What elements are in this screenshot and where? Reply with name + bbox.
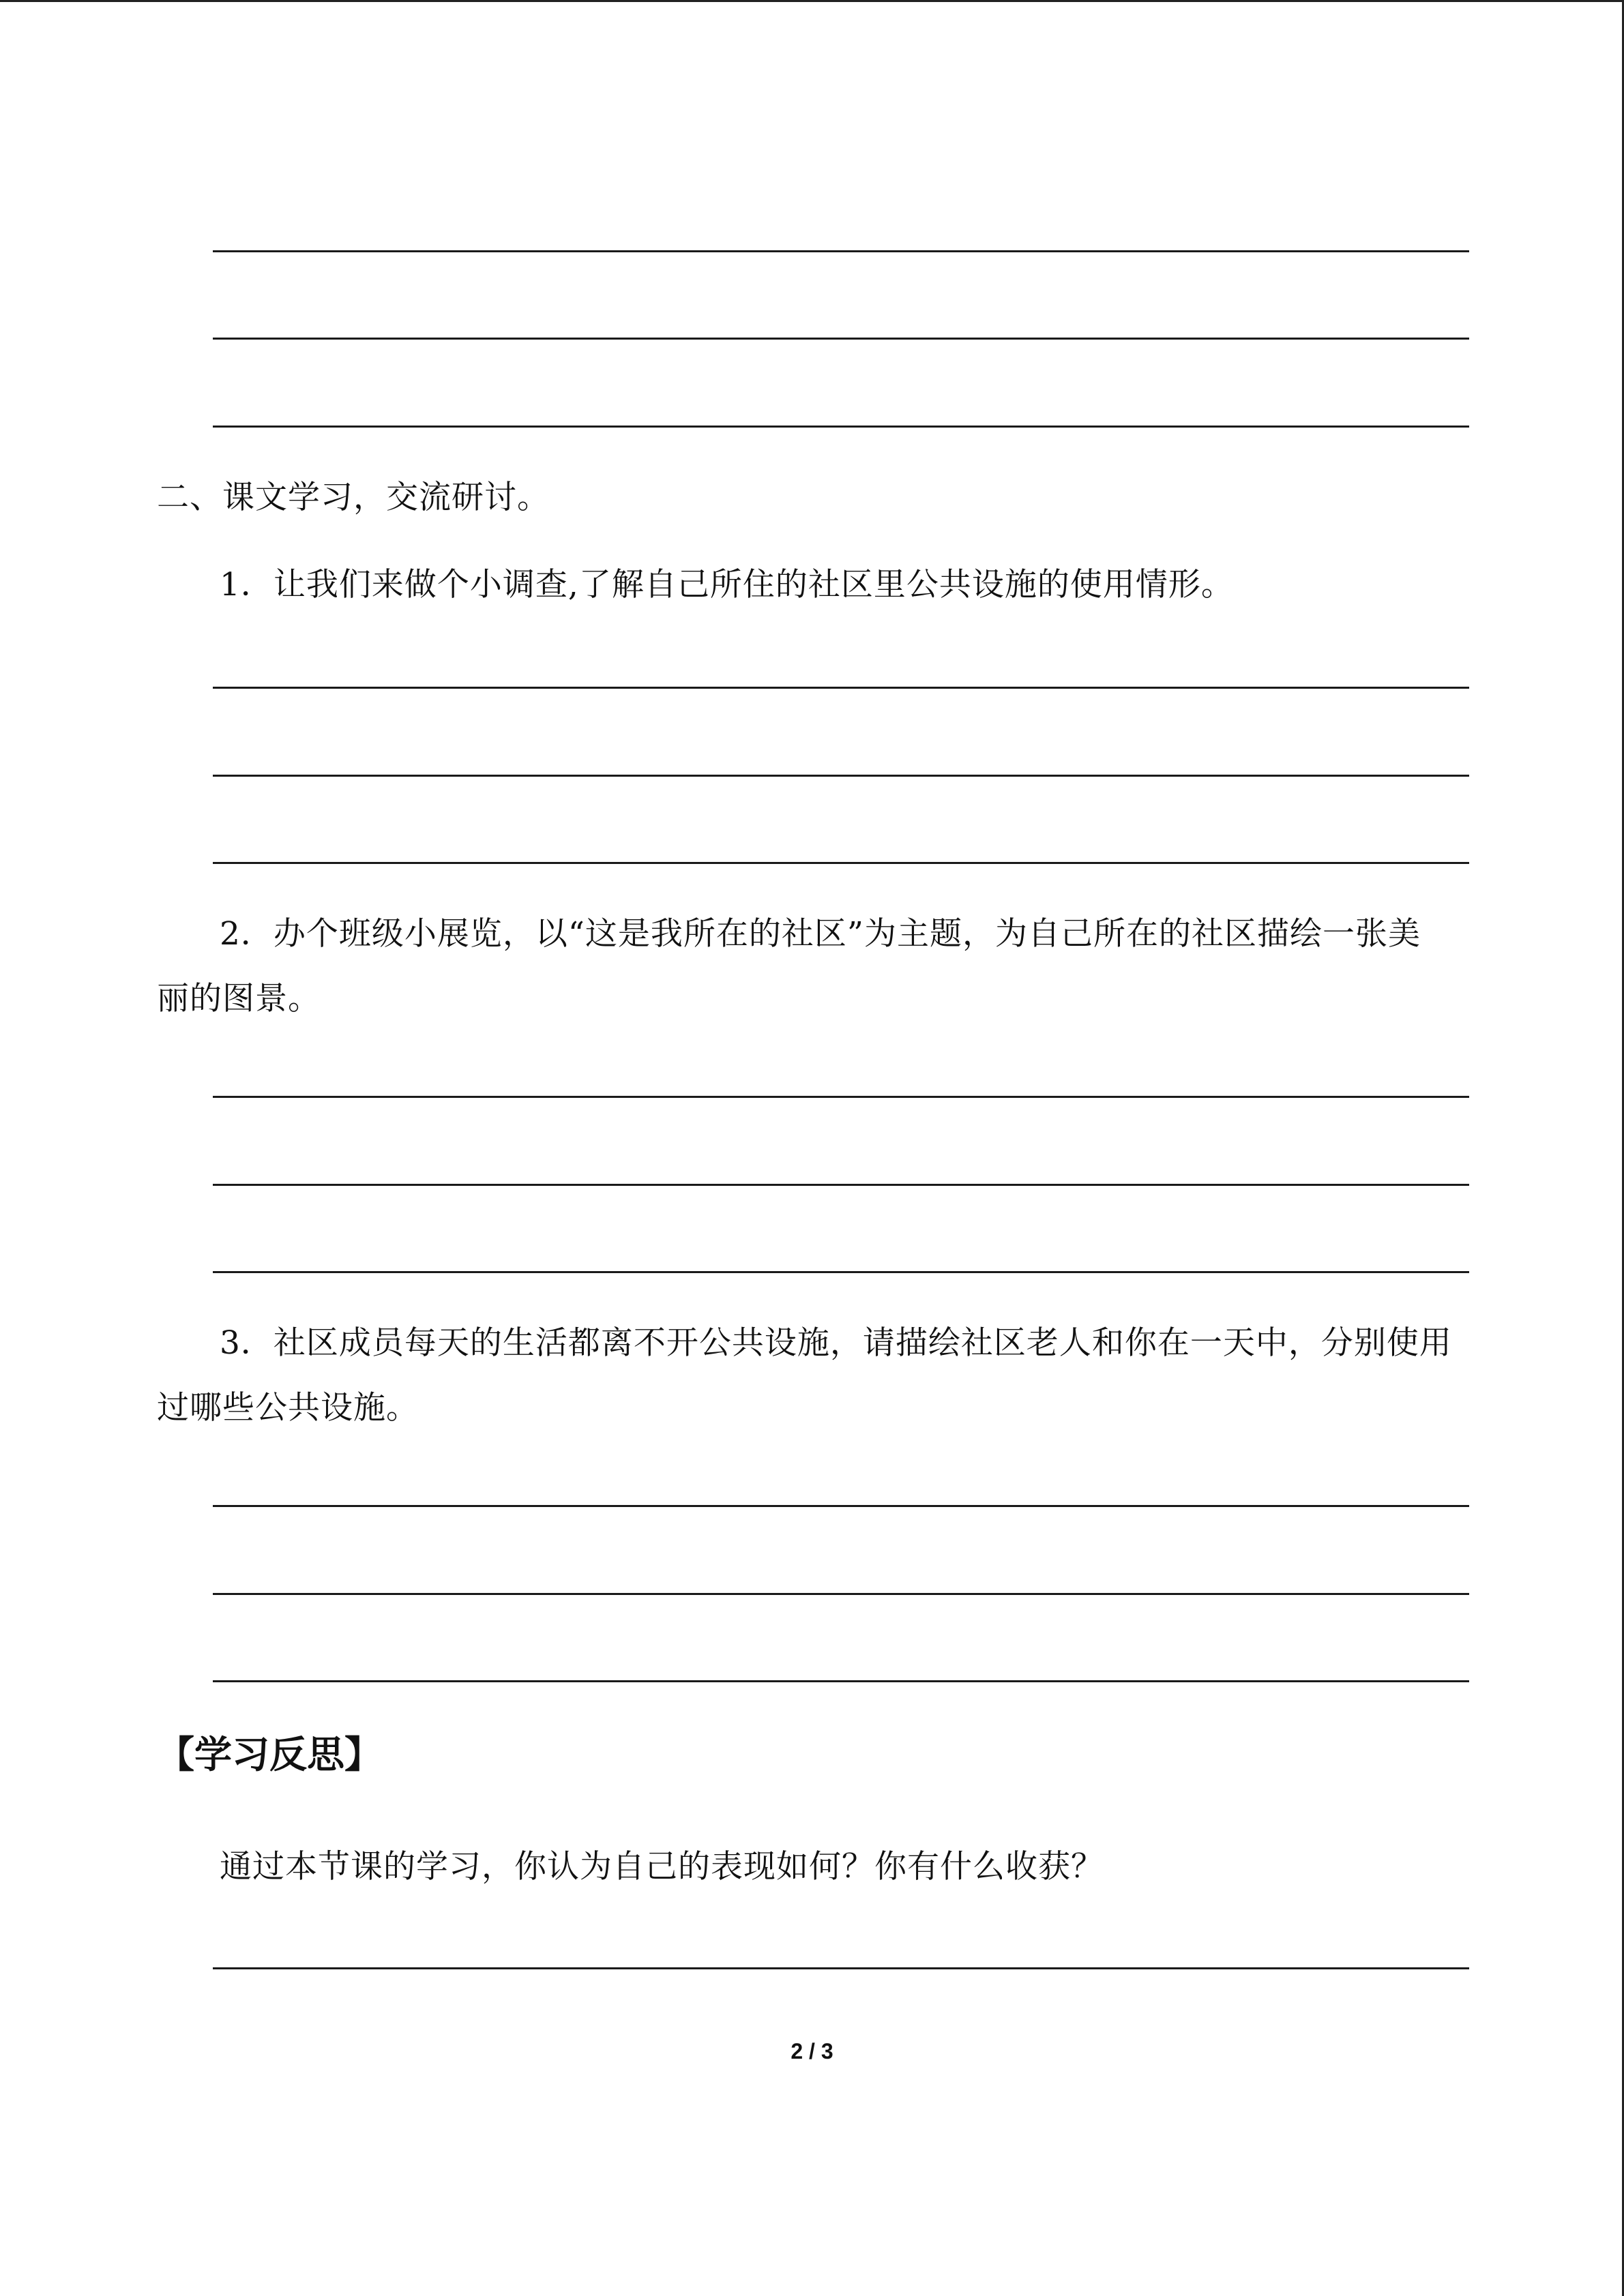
question-3-text-line2: 过哪些公共设施。 xyxy=(157,1389,419,1427)
answer-line[interactable] xyxy=(213,1967,1469,1969)
reflection-heading: 【学习反思】 xyxy=(157,1733,383,1776)
answer-line[interactable] xyxy=(213,250,1469,252)
answer-line[interactable] xyxy=(213,1680,1469,1682)
question-2-text-line2: 丽的图景。 xyxy=(157,980,321,1017)
answer-line[interactable] xyxy=(213,775,1469,777)
answer-line[interactable] xyxy=(213,1096,1469,1098)
question-3-text-line1: 3．社区成员每天的生活都离不开公共设施，请描绘社区老人和你在一天中，分别使用 xyxy=(220,1324,1452,1362)
answer-line[interactable] xyxy=(213,426,1469,428)
answer-line[interactable] xyxy=(213,1271,1469,1273)
answer-line[interactable] xyxy=(213,1184,1469,1186)
question-1-text: 1．让我们来做个小调查,了解自己所住的社区里公共设施的使用情形。 xyxy=(220,566,1234,603)
answer-line[interactable] xyxy=(213,1593,1469,1595)
reflection-prompt: 通过本节课的学习，你认为自己的表现如何？你有什么收获？ xyxy=(220,1848,1104,1885)
answer-line[interactable] xyxy=(213,862,1469,864)
section-two-title: 二、课文学习，交流研讨。 xyxy=(157,479,550,516)
page-number: 2 / 3 xyxy=(791,2039,833,2063)
answer-line[interactable] xyxy=(213,1505,1469,1507)
page-border-top xyxy=(0,0,1624,2)
answer-line[interactable] xyxy=(213,687,1469,689)
question-2-text-line1: 2．办个班级小展览，以“这是我所在的社区”为主题，为自己所在的社区描绘一张美 xyxy=(220,915,1421,953)
answer-line[interactable] xyxy=(213,338,1469,340)
